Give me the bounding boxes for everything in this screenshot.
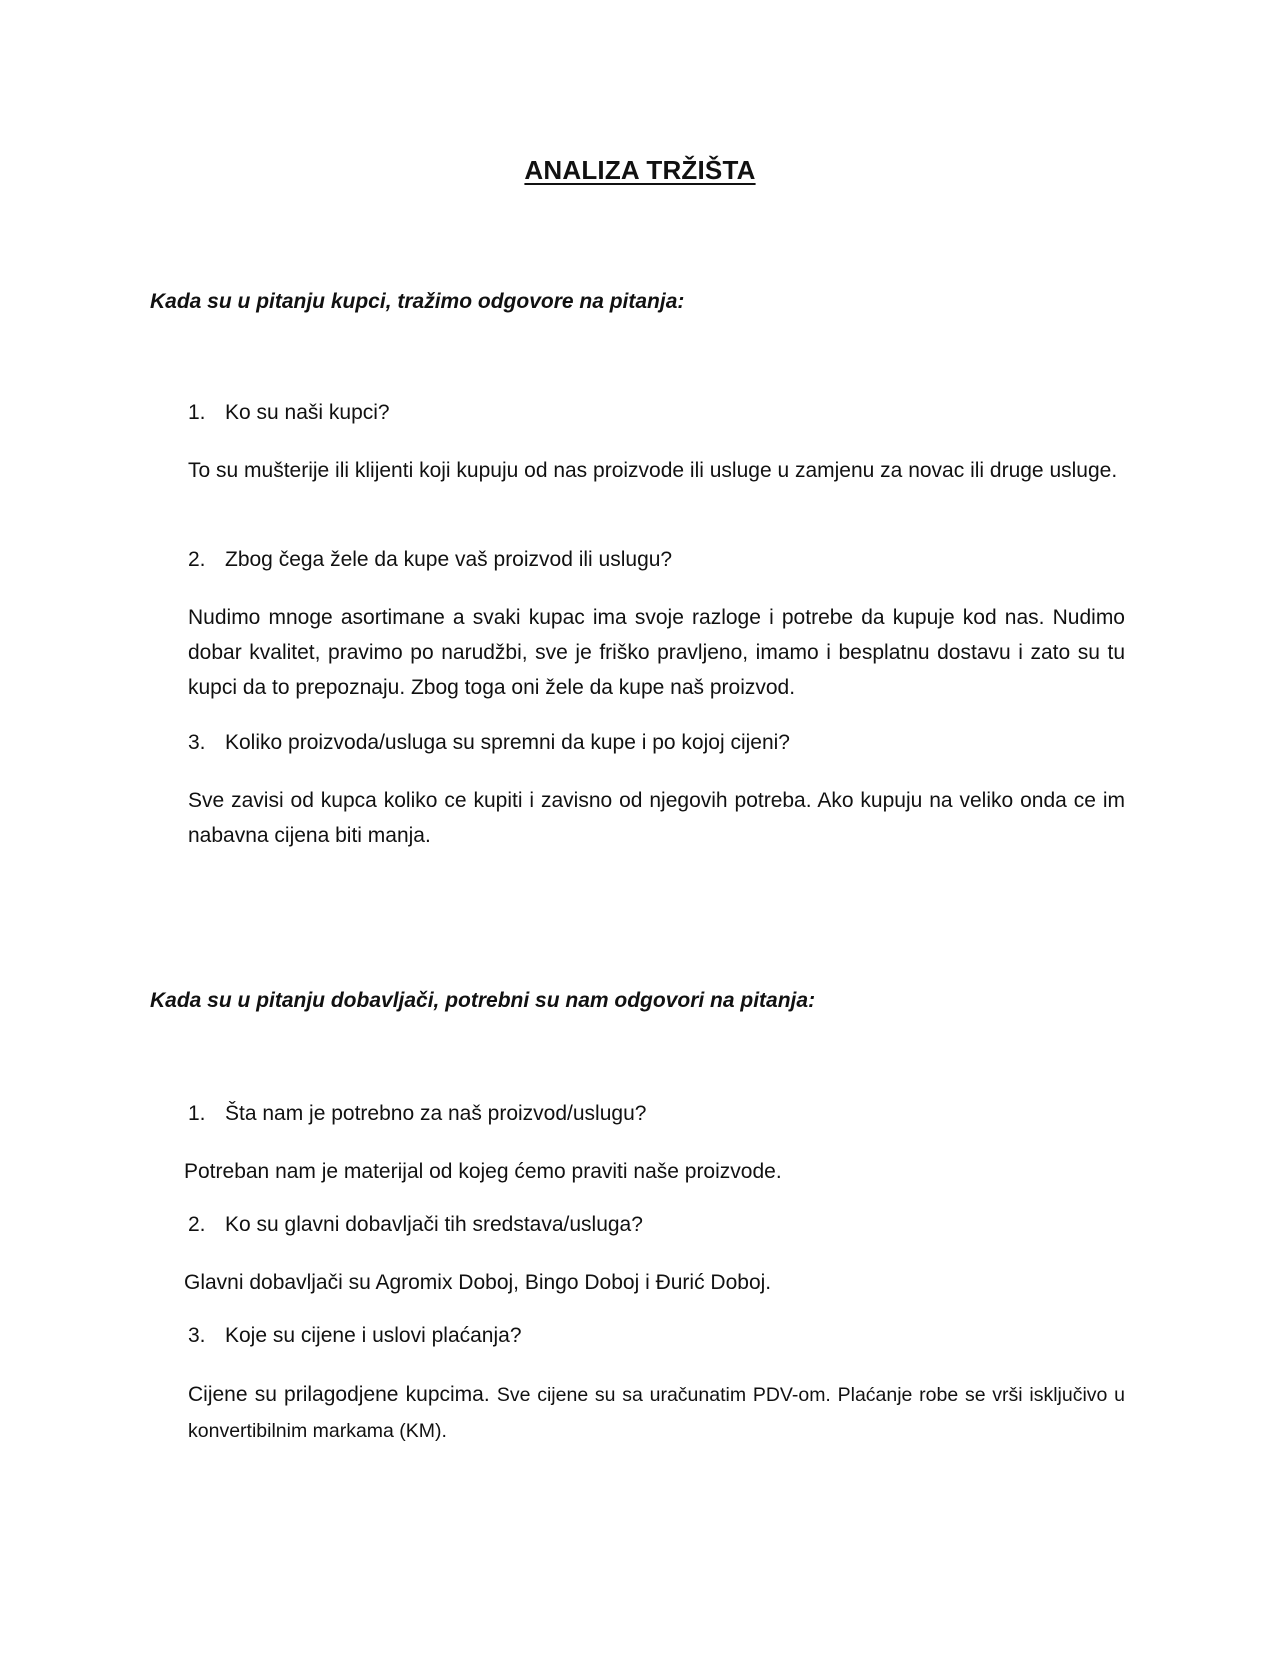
answer-3-customers: Sve zavisi od kupca koliko ce kupiti i zavisno od njegovih potreba. Ako kupuju na veliko onda ce im nabavna cijena biti manja.: [188, 789, 1125, 847]
answer-3-suppliers: [188, 1377, 1125, 1449]
answer-3-part1: Cijene su prilagodjene kupcima.: [188, 1383, 490, 1406]
question-number: 2.: [188, 548, 206, 571]
question-number: 2.: [188, 1213, 206, 1236]
question-text: Koliko proizvoda/usluga su spremni da kupe i po kojoj cijeni?: [225, 731, 790, 754]
question-1-suppliers: [188, 1102, 646, 1126]
question-number: 3.: [188, 1324, 206, 1347]
section-heading-customers: Kada su u pitanju kupci, tražimo odgovore na pitanja:: [150, 290, 685, 313]
question-number: 3.: [188, 731, 206, 754]
question-2-customers: [188, 548, 672, 572]
page-title: ANALIZA TRŽIŠTA: [524, 155, 756, 185]
question-text: Zbog čega žele da kupe vaš proizvod ili uslugu?: [225, 548, 673, 571]
answer-1-suppliers: Potreban nam je materijal od kojeg ćemo praviti naše proizvode.: [184, 1160, 782, 1183]
question-1-customers: [188, 401, 390, 425]
question-text: Koje su cijene i uslovi plaćanja?: [225, 1324, 522, 1347]
question-text: Ko su naši kupci?: [225, 401, 390, 424]
answer-2-suppliers: Glavni dobavljači su Agromix Doboj, Bingo Doboj i Đurić Doboj.: [184, 1271, 772, 1294]
question-text: Ko su glavni dobavljači tih sredstava/usluga?: [225, 1213, 643, 1236]
section-heading-suppliers: Kada su u pitanju dobavljači, potrebni su nam odgovori na pitanja:: [150, 989, 816, 1012]
question-3-suppliers: [188, 1324, 522, 1348]
answer-1-customers: To su mušterije ili klijenti koji kupuju od nas proizvode ili usluge u zamjenu za novac ili druge usluge.: [188, 459, 1118, 482]
question-number: 1.: [188, 1102, 206, 1125]
question-number: 1.: [188, 401, 206, 424]
answer-3-part2: Sve cijene su sa uračunatim PDV-om. Plaćanje robe se vrši isključivo u konvertibilnim markama (KM).: [188, 1384, 1125, 1442]
question-3-customers: [188, 731, 790, 755]
question-text: Šta nam je potrebno za naš proizvod/uslugu?: [225, 1102, 647, 1125]
question-2-suppliers: [188, 1213, 643, 1237]
answer-2-customers: Nudimo mnoge asortimane a svaki kupac ima svoje razloge i potrebe da kupuje kod nas. Nudimo dobar kvalitet, pravimo po narudžbi, sve je friško pravljeno, imamo i besplatnu dostavu i zato su tu kupci da to prepoznaju. Zbog toga oni žele da kupe naš proizvod.: [188, 606, 1125, 699]
